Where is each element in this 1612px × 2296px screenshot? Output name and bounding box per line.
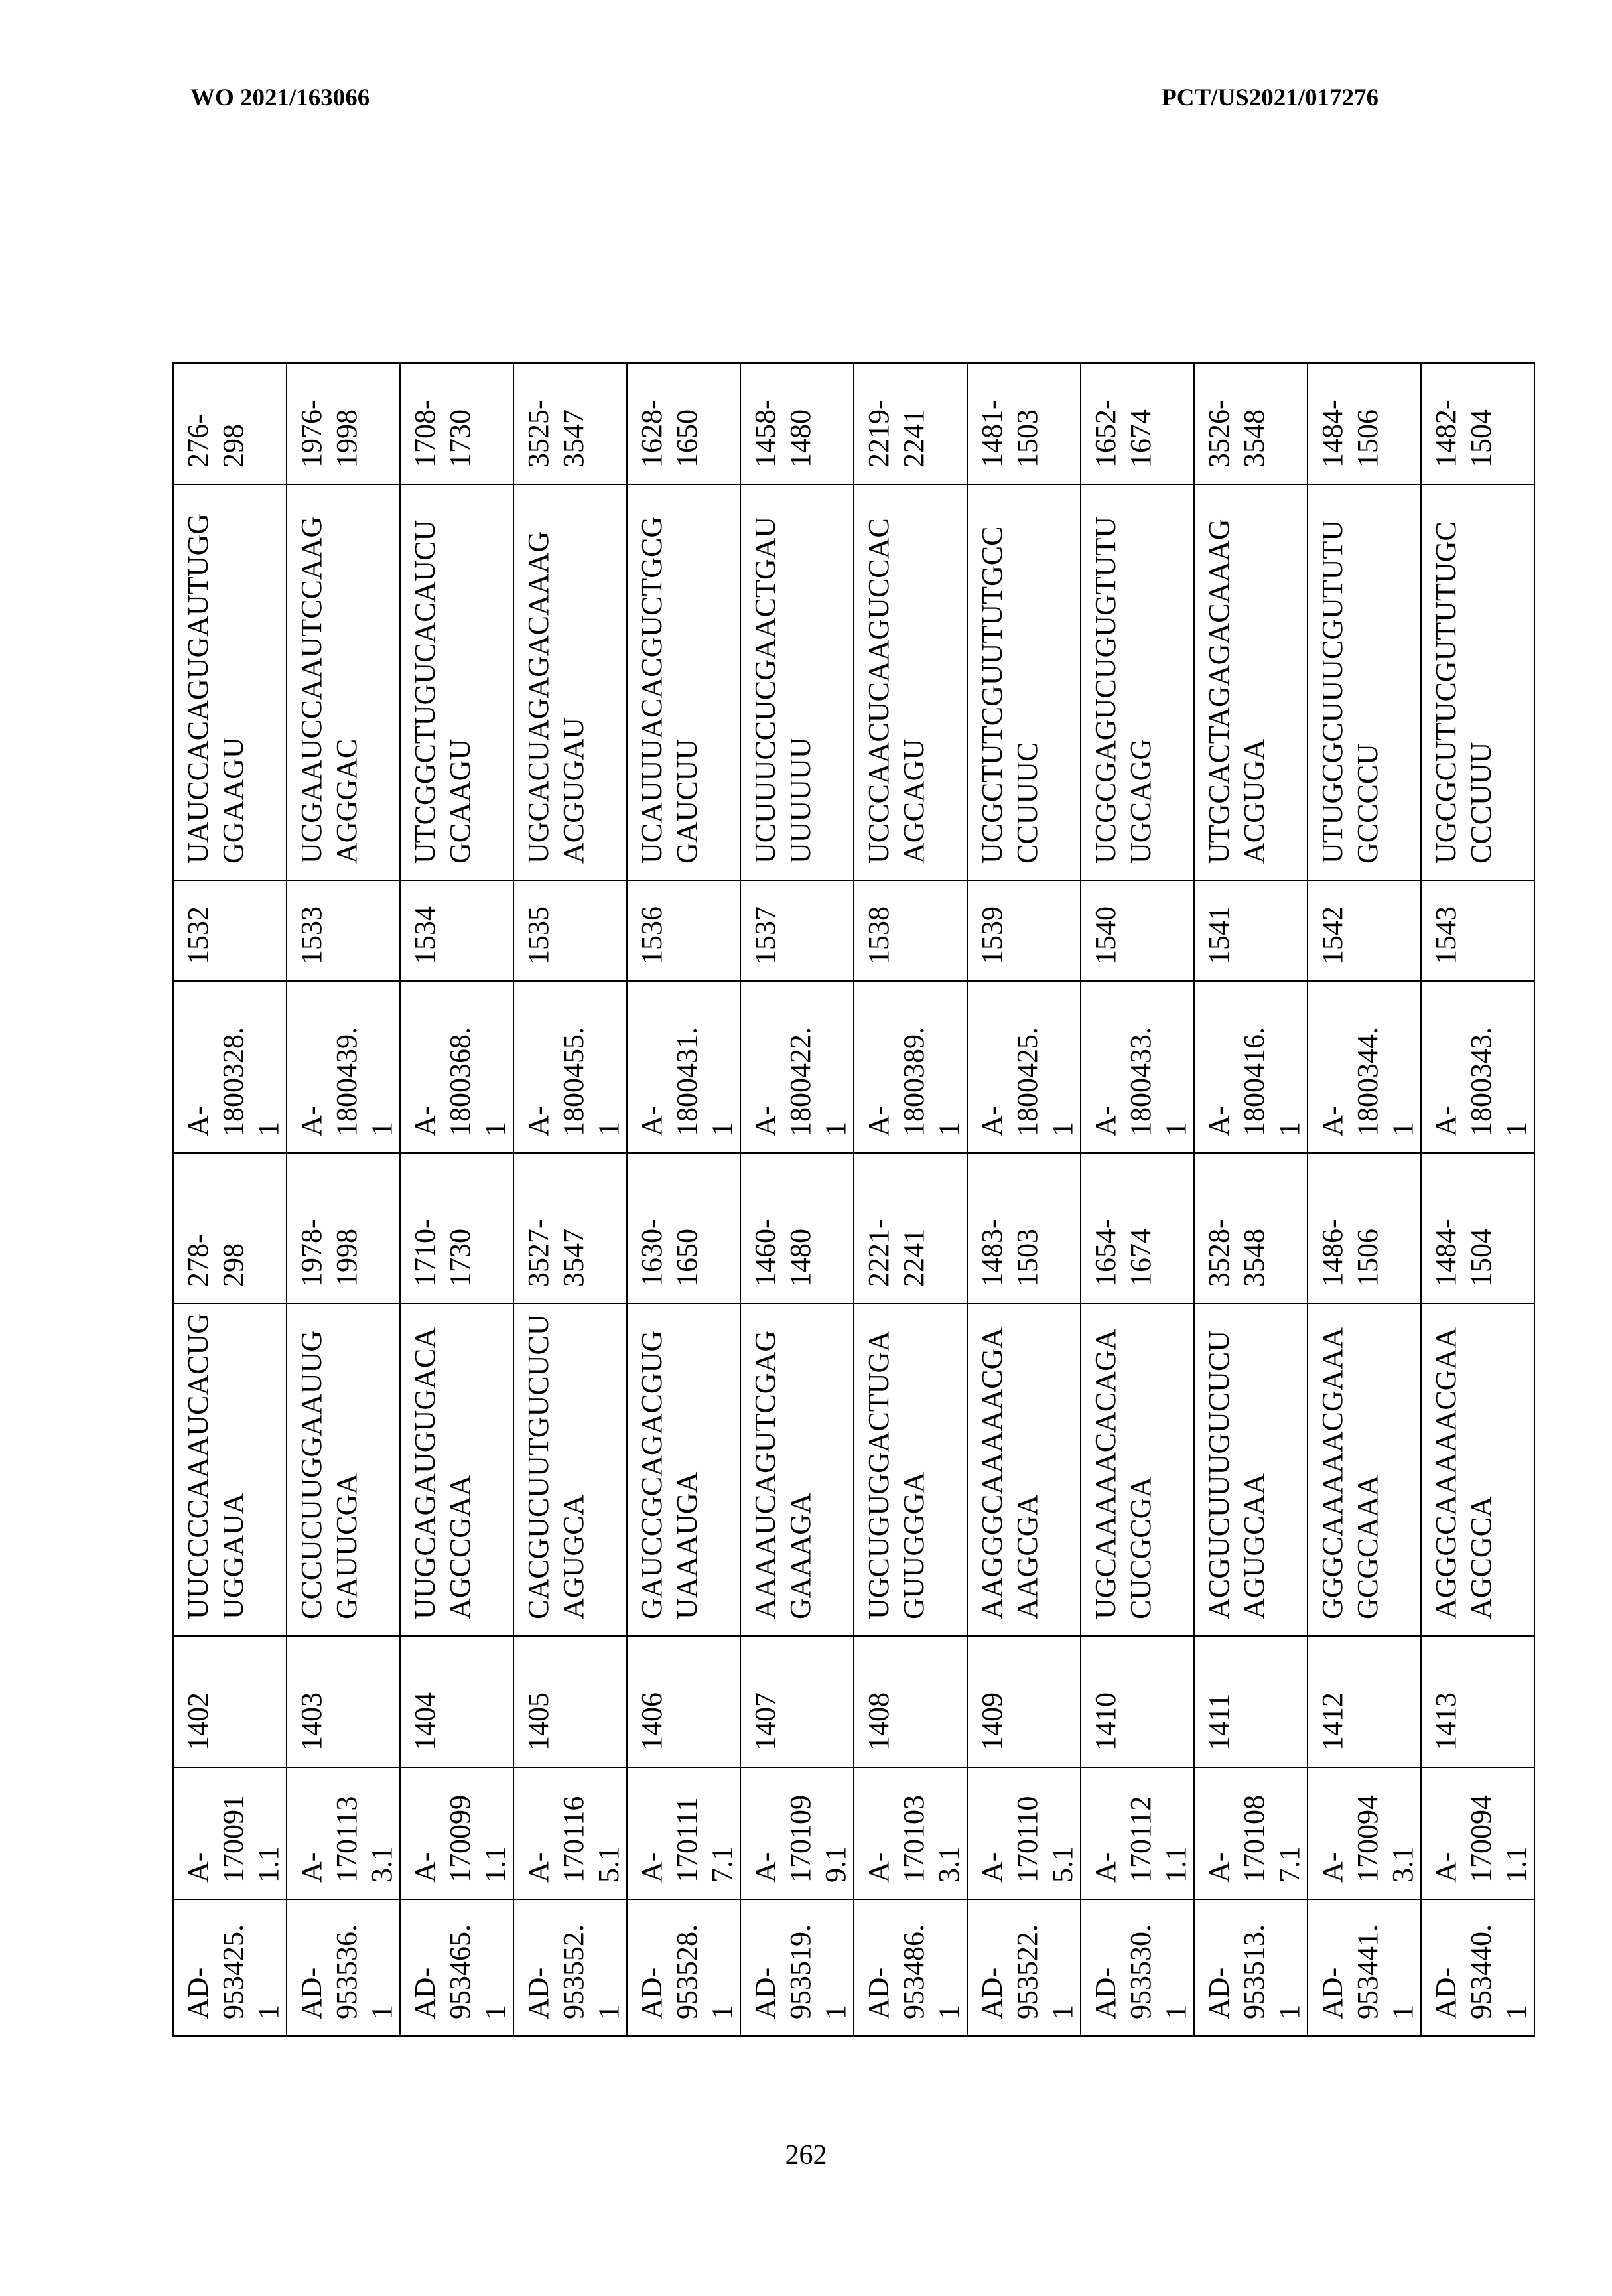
sense-range: 3527-3547 [521,1209,591,1287]
duplex-name: AD-953513.1 [1201,1916,1307,2019]
antisense-sequence-cell [627,484,740,880]
antisense-seq-id-cell [967,880,1081,981]
sense-seq-id-cell [1194,1636,1308,1767]
antisense-oligo-name-cell [740,981,854,1153]
table-row [627,363,740,2036]
sense-seq-id: 1411 [1201,1664,1237,1751]
duplex-name-cell [854,1899,967,2036]
sense-sequence: UGCAAAAACACAGACUCGCGA [1088,1312,1158,1619]
duplex-name: AD-953530.1 [1088,1916,1193,2019]
table-row [287,363,400,2036]
duplex-name: AD-953441.1 [1315,1916,1420,2019]
sense-sequence-cell [1194,1304,1308,1636]
sense-range-cell [1081,1153,1194,1304]
duplex-name-cell [627,1899,740,2036]
antisense-sequence: UCGCTUTCGUUTUTGCCCCUUUC [974,513,1045,864]
antisense-sequence-cell [854,484,967,880]
duplex-name-cell [740,1899,854,2036]
table-row [1194,363,1308,2036]
antisense-sequence-cell [1081,484,1194,880]
sense-sequence: AAGGGCAAAAACGAAAGCGA [974,1312,1045,1619]
table-body [173,363,1534,2036]
sense-oligo-name-cell [1308,1767,1421,1899]
antisense-sequence-cell [740,484,854,880]
sense-oligo-name: A-1700991.1 [407,1790,513,1883]
duplex-name-cell [1194,1899,1308,2036]
sense-range-cell [854,1153,967,1304]
sense-sequence: UGCUGUGGACTUGAGUUGGGA [861,1312,931,1619]
sense-seq-id-cell [967,1636,1081,1767]
duplex-name: AD-953522.1 [974,1916,1080,2019]
duplex-name: AD-953536.1 [294,1916,399,2019]
antisense-seq-id: 1537 [748,880,783,965]
antisense-range-cell [627,363,740,484]
duplex-name-cell [1308,1899,1421,2036]
antisense-seq-id: 1533 [294,880,329,965]
duplex-name: AD-953465.1 [407,1916,513,2019]
antisense-oligo-name: A-1800431.1 [634,1024,740,1136]
antisense-range: 276-298 [180,389,251,468]
sense-seq-id: 1413 [1428,1664,1463,1751]
duplex-name: AD-953519.1 [748,1916,853,2019]
sense-oligo-name-cell [1194,1767,1308,1899]
sense-range-cell [967,1153,1081,1304]
antisense-seq-id: 1543 [1428,880,1463,965]
antisense-oligo-name-cell [854,981,967,1153]
sense-range: 1654-1674 [1088,1209,1158,1287]
sense-seq-id-cell [1308,1636,1421,1767]
antisense-seq-id-cell [1194,880,1308,981]
antisense-oligo-name: A-1800416.1 [1201,1024,1307,1136]
sense-range: 1978-1998 [294,1209,364,1287]
sense-oligo-name-cell [967,1767,1081,1899]
sense-sequence-cell [627,1304,740,1636]
antisense-seq-id: 1541 [1201,880,1237,965]
sense-oligo-name-cell [627,1767,740,1899]
antisense-oligo-name: A-1800343.1 [1428,1024,1534,1136]
sense-sequence: UUGCAGAUGUGACAAGCCGAA [407,1312,478,1619]
sense-oligo-name: A-1701121.1 [1088,1790,1193,1883]
duplex-name-cell [967,1899,1081,2036]
antisense-range-cell [513,363,627,484]
sense-seq-id-cell [854,1636,967,1767]
antisense-sequence: UTGCACTAGAGACAAAGACGUGA [1201,513,1272,864]
antisense-range-cell [173,363,287,484]
antisense-sequence-cell [400,484,513,880]
sense-sequence-cell [173,1304,287,1636]
antisense-seq-id-cell [1081,880,1194,981]
duplex-name-cell [400,1899,513,2036]
sense-sequence: AAAAUCAGUTCGAGGAAAGA [748,1312,818,1619]
antisense-seq-id: 1538 [861,880,896,965]
antisense-oligo-name-cell [287,981,400,1153]
sense-range-cell [287,1153,400,1304]
duplex-name-cell [513,1899,627,2036]
antisense-range: 1481-1503 [974,389,1045,468]
sense-range-cell [513,1153,627,1304]
antisense-seq-id: 1539 [974,880,1010,965]
sense-seq-id-cell [173,1636,287,1767]
sense-seq-id-cell [513,1636,627,1767]
antisense-oligo-name: A-1800455.1 [521,1024,626,1136]
antisense-range: 3526-3548 [1201,389,1272,468]
antisense-sequence: UTCGGCTUGUCACAUCUGCAAGU [407,513,478,864]
sense-range-cell [627,1153,740,1304]
sense-sequence: GAUCCGCAGACGUGUAAAUGA [634,1312,705,1619]
sense-oligo-name: A-1701165.1 [521,1790,626,1883]
table-row [854,363,967,2036]
duplex-name: AD-953440.1 [1428,1916,1534,2019]
antisense-oligo-name: A-1800433.1 [1088,1024,1193,1136]
sense-sequence: CACGUCUUTGUCUCUAGUGCA [521,1312,591,1619]
duplex-name: AD-953486.1 [861,1916,967,2019]
sense-oligo-name-cell [400,1767,513,1899]
antisense-sequence: UCAUUUACACGUCTGCGGAUCUU [634,513,705,864]
duplex-name: AD-953528.1 [634,1916,740,2019]
antisense-sequence: UCGCGAGUCUGUGTUTUUGCAGG [1088,513,1158,864]
antisense-oligo-name-cell [627,981,740,1153]
sense-range: 1484-1504 [1428,1209,1499,1287]
antisense-seq-id-cell [627,880,740,981]
antisense-oligo-name-cell [1081,981,1194,1153]
sense-range-cell [400,1153,513,1304]
sense-sequence: UUCCCCAAAUCACUGUGGAUA [180,1312,251,1619]
antisense-oligo-name: A-1800439.1 [294,1024,399,1136]
sense-seq-id: 1403 [294,1664,329,1751]
sense-sequence: AGGGCAAAAACGAAAGCGCA [1428,1312,1499,1619]
antisense-sequence: UAUCCACAGUGAUTUGGGGAAGU [180,513,251,864]
antisense-range-cell [1194,363,1308,484]
antisense-oligo-name: A-1800389.1 [861,1024,967,1136]
antisense-range: 1484-1506 [1315,389,1385,468]
antisense-oligo-name: A-1800344.1 [1315,1024,1420,1136]
page-number: 262 [0,2139,1612,2171]
antisense-range: 1708-1730 [407,389,478,468]
sense-oligo-name: A-1700943.1 [1315,1790,1420,1883]
antisense-sequence-cell [1421,484,1534,880]
sense-seq-id: 1410 [1088,1664,1123,1751]
antisense-range: 1458-1480 [748,389,818,468]
antisense-range-cell [854,363,967,484]
sense-range-cell [740,1153,854,1304]
antisense-seq-id: 1532 [180,880,216,965]
antisense-sequence: UCUUUCCUCGAACTGAUUUUUUU [748,513,818,864]
sense-sequence: ACGUCUUUGUCUCUAGUGCAA [1201,1312,1272,1619]
antisense-range-cell [1081,363,1194,484]
sense-range: 1483-1503 [974,1209,1045,1287]
antisense-oligo-name-cell [400,981,513,1153]
sense-oligo-name: A-1701105.1 [974,1790,1080,1883]
antisense-range-cell [1308,363,1421,484]
sense-sequence: CCCUCUUGGAAUUGGAUUCGA [294,1312,364,1619]
antisense-range-cell [287,363,400,484]
antisense-sequence-cell [967,484,1081,880]
antisense-range: 1482-1504 [1428,389,1499,468]
sense-sequence-cell [400,1304,513,1636]
antisense-sequence: UCGAAUCCAAUTCCAAGAGGGAC [294,513,364,864]
antisense-oligo-name: A-1800422.1 [748,1024,853,1136]
publication-number: WO 2021/163066 [190,84,369,112]
table-row [740,363,854,2036]
antisense-sequence-cell [1308,484,1421,880]
antisense-range: 1652-1674 [1088,389,1158,468]
antisense-oligo-name-cell [1421,981,1534,1153]
antisense-range-cell [1421,363,1534,484]
sense-range-cell [1194,1153,1308,1304]
antisense-seq-id: 1535 [521,880,556,965]
sense-oligo-name-cell [1421,1767,1534,1899]
antisense-seq-id-cell [400,880,513,981]
antisense-oligo-name: A-1800368.1 [407,1024,513,1136]
table-row [173,363,287,2036]
table-row [967,363,1081,2036]
sequence-table [172,362,1535,2037]
antisense-sequence: UTUGCGCUUUCGUTUTUGCCCCU [1315,513,1385,864]
sense-sequence-cell [513,1304,627,1636]
sense-range-cell [1421,1153,1534,1304]
antisense-range: 1628-1650 [634,389,705,468]
sense-seq-id: 1407 [748,1664,783,1751]
table-row [1421,363,1534,2036]
sense-sequence-cell [287,1304,400,1636]
sense-range: 278-298 [180,1209,251,1287]
duplex-name-cell [1421,1899,1534,2036]
sense-oligo-name: A-1701133.1 [294,1790,399,1883]
sense-seq-id-cell [627,1636,740,1767]
sense-sequence-cell [1421,1304,1534,1636]
sequence-table-container [172,364,1451,2037]
antisense-seq-id-cell [1308,880,1421,981]
sense-range-cell [1308,1153,1421,1304]
antisense-oligo-name: A-1800425.1 [974,1024,1080,1136]
sense-range: 1630-1650 [634,1209,705,1287]
table-row [1081,363,1194,2036]
sense-oligo-name-cell [173,1767,287,1899]
antisense-seq-id-cell [513,880,627,981]
sense-sequence-cell [967,1304,1081,1636]
sense-sequence: GGGCAAAAACGAAAGCGCAAA [1315,1312,1385,1619]
sense-oligo-name: A-1701117.1 [634,1790,740,1883]
antisense-oligo-name-cell [967,981,1081,1153]
sense-oligo-name-cell [287,1767,400,1899]
sense-oligo-name: A-1701033.1 [861,1790,967,1883]
sense-oligo-name: A-1700941.1 [1428,1790,1534,1883]
sense-oligo-name: A-1700911.1 [180,1790,286,1883]
duplex-name-cell [287,1899,400,2036]
sense-oligo-name-cell [1081,1767,1194,1899]
antisense-range-cell [967,363,1081,484]
antisense-seq-id: 1540 [1088,880,1123,965]
sense-sequence-cell [740,1304,854,1636]
table-row [513,363,627,2036]
antisense-sequence-cell [173,484,287,880]
sense-oligo-name: A-1701087.1 [1201,1790,1307,1883]
sense-seq-id: 1404 [407,1664,442,1751]
sense-seq-id-cell [1421,1636,1534,1767]
sense-seq-id: 1408 [861,1664,896,1751]
sense-seq-id: 1406 [634,1664,669,1751]
table-row [400,363,513,2036]
duplex-name-cell [1081,1899,1194,2036]
antisense-seq-id-cell [854,880,967,981]
antisense-range: 3525-3547 [521,389,591,468]
sense-oligo-name: A-1701099.1 [748,1790,853,1883]
antisense-sequence: UGCGCUTUCGUTUTUGCCCCUUU [1428,513,1499,864]
duplex-name-cell [173,1899,287,2036]
antisense-oligo-name-cell [1194,981,1308,1153]
antisense-sequence: UGCACUAGAGACAAAGACGUGAU [521,513,591,864]
sense-sequence-cell [1081,1304,1194,1636]
antisense-oligo-name: A-1800328.1 [180,1024,286,1136]
antisense-seq-id-cell [287,880,400,981]
sense-sequence-cell [1308,1304,1421,1636]
antisense-range-cell [400,363,513,484]
antisense-sequence-cell [287,484,400,880]
antisense-range: 1976-1998 [294,389,364,468]
antisense-range: 2219-2241 [861,389,931,468]
sense-seq-id: 1402 [180,1664,216,1751]
antisense-sequence-cell [513,484,627,880]
sense-oligo-name-cell [740,1767,854,1899]
antisense-oligo-name-cell [513,981,627,1153]
sense-seq-id: 1412 [1315,1664,1350,1751]
sense-range-cell [173,1153,287,1304]
sense-range: 2221-2241 [861,1209,931,1287]
table-row [1308,363,1421,2036]
sense-seq-id-cell [287,1636,400,1767]
sense-seq-id-cell [1081,1636,1194,1767]
sense-seq-id: 1405 [521,1664,556,1751]
duplex-name: AD-953552.1 [521,1916,626,2019]
antisense-seq-id: 1542 [1315,880,1350,965]
antisense-seq-id-cell [1421,880,1534,981]
sense-oligo-name-cell [513,1767,627,1899]
antisense-oligo-name-cell [1308,981,1421,1153]
antisense-seq-id: 1534 [407,880,442,965]
antisense-seq-id: 1536 [634,880,669,965]
duplex-name: AD-953425.1 [180,1916,286,2019]
antisense-seq-id-cell [740,880,854,981]
antisense-seq-id-cell [173,880,287,981]
antisense-range-cell [740,363,854,484]
sense-range: 1710-1730 [407,1209,478,1287]
sense-oligo-name-cell [854,1767,967,1899]
sense-sequence-cell [854,1304,967,1636]
sense-seq-id: 1409 [974,1664,1010,1751]
sense-range: 1460-1480 [748,1209,818,1287]
sense-seq-id-cell [740,1636,854,1767]
sense-seq-id-cell [400,1636,513,1767]
antisense-oligo-name-cell [173,981,287,1153]
sense-range: 1486-1506 [1315,1209,1385,1287]
application-number: PCT/US2021/017276 [1162,84,1378,112]
antisense-sequence: UCCCAACUCAAGUCCACAGCAGU [861,513,931,864]
antisense-sequence-cell [1194,484,1308,880]
sense-range: 3528-3548 [1201,1209,1272,1287]
